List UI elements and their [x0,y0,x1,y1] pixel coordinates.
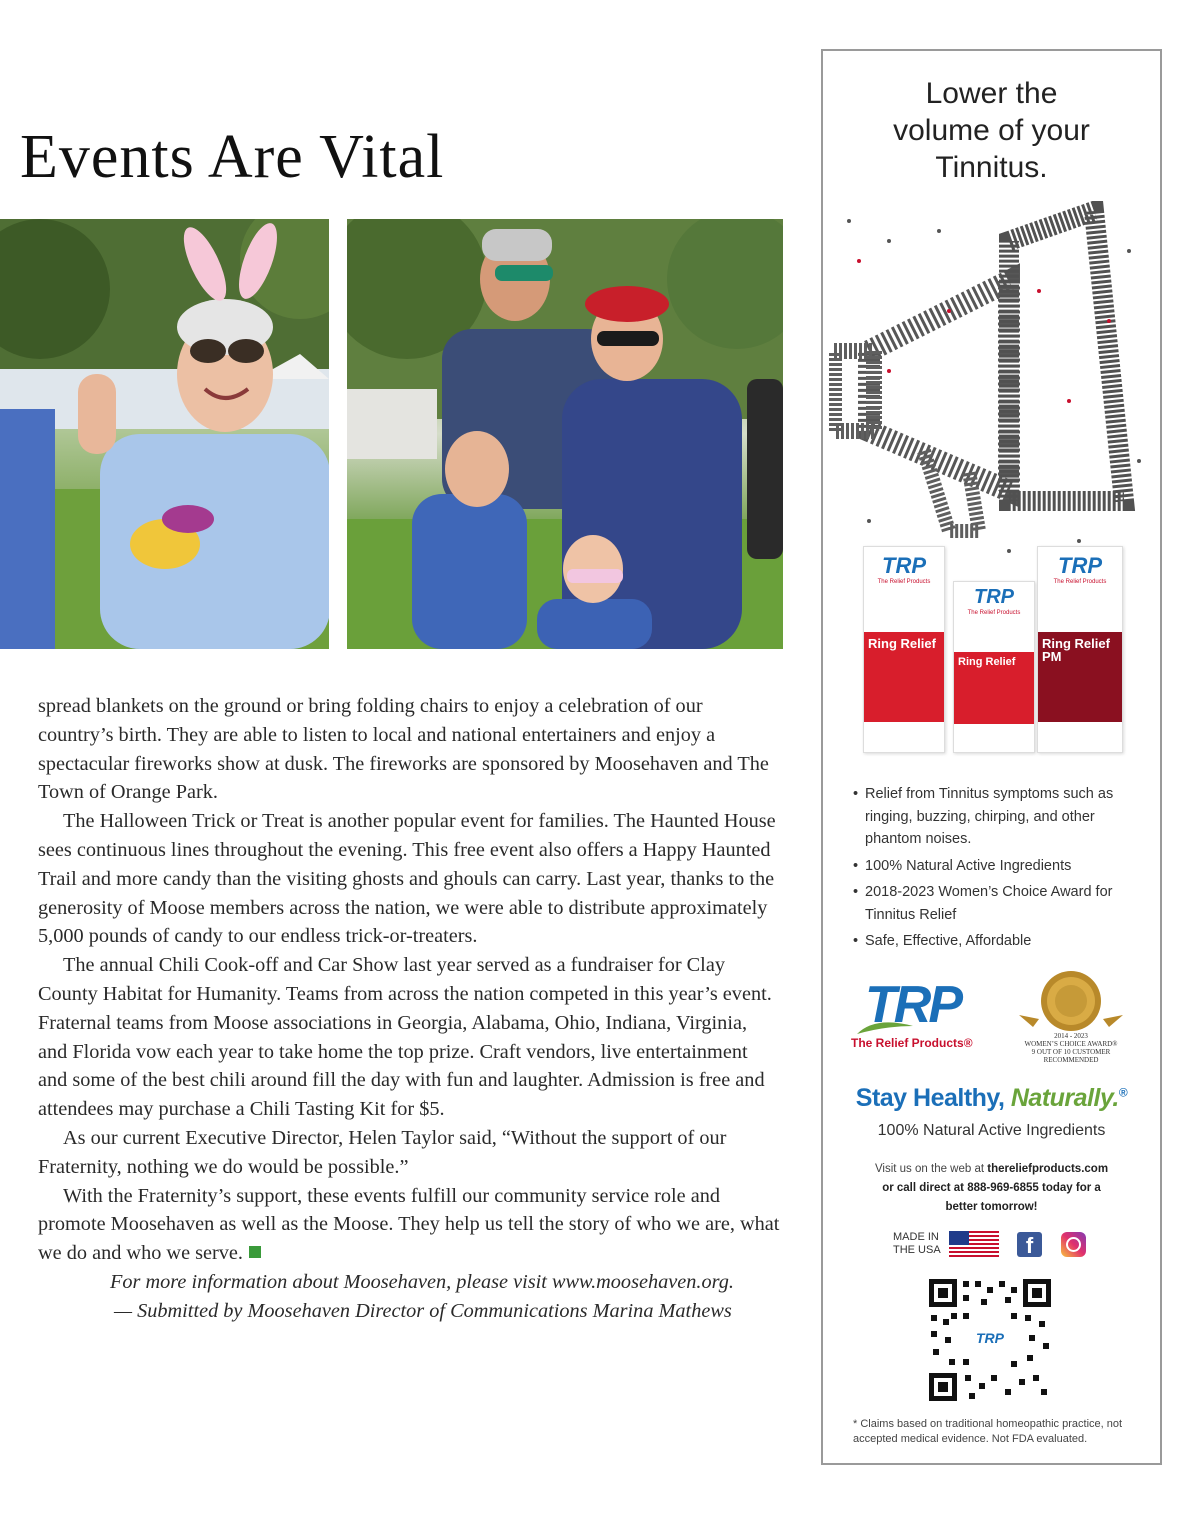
end-mark-icon [249,1246,261,1258]
contact-info [843,1160,1140,1217]
natural-ingredients-line: 100% Natural Active Ingredients [877,1122,1106,1139]
product-brand: TRP [974,586,1014,608]
award-name: WOMEN’S CHOICE AWARD® [1024,1040,1118,1048]
product-box-ring-relief-pm [1037,546,1123,753]
call-line: or call direct at 888-969-6855 today for a [882,1182,1101,1194]
product-boxes [859,541,1129,751]
ad-headline-line: Tinnitus. [935,151,1048,184]
product-box-ring-relief-drops [863,546,945,753]
trp-advertisement [821,49,1162,1465]
instagram-icon[interactable] [1061,1232,1086,1257]
product-name-suffix: PM [1042,649,1062,664]
article-paragraph: spread blankets on the ground or bring folding chairs to enjoy a celebration of our country’s birth. They are able to listen to local and national entertainers and enjoy a spectacular fireworks show at dusk. The fireworks are sponsored by Moosehaven and The Town of Orange Park. [38,695,769,804]
product-brand: TRP [1058,553,1102,578]
more-info-line: For more information about Moosehaven, please visit www.moosehaven.org. [110,1270,734,1293]
benefit-item: • Relief from Tinnitus symptoms such as ringing, buzzing, chirping, and other phantom noises. [853,783,1143,851]
made-in-line-2: THE USA [893,1244,941,1256]
product-maker: The Relief Products [877,579,931,585]
megaphone-crowd-illustration [829,201,1156,571]
article-paragraph: The Halloween Trick or Treat is another popular event for families. The Haunted House sees continuous lines throughout the evening. This free event also offers a Happy Haunted Trail and more candy than the visiting ghosts and ghouls can carry. Last year, thanks to the generosity of Moose members across the nation, we were able to distribute approximately 5,000 pounds of candy to our endless trick-or-treaters. [38,810,776,948]
award-note: 9 OUT OF 10 CUSTOMER RECOMMENDED [1031,1048,1111,1064]
award-text [1009,1032,1133,1064]
facebook-icon[interactable]: f [1017,1232,1042,1257]
ad-headline [823,75,1160,186]
submitted-by-line: — Submitted by Moosehaven Director of Communications Marina Mathews [114,1299,732,1322]
photo-illustration [0,219,329,649]
article-paragraph-text: With the Fraternity’s support, these events fulfill our community service role and promote Moosehaven as well as the Moose. They help us tell the story of who we are, what we do and who we serve. [38,1184,780,1265]
trp-logo [851,976,991,1056]
product-name-text: Ring Relief [1042,636,1110,651]
benefit-item: • Safe, Effective, Affordable [853,930,1143,953]
article-paragraph-final [38,1182,780,1268]
website-link[interactable]: thereliefproducts.com [987,1163,1109,1175]
ad-headline-line: Lower the [925,77,1058,110]
visit-prefix: Visit us on the web at [874,1163,985,1175]
photo-family-at-event [347,219,783,649]
article-title: Events Are Vital [20,123,445,191]
product-name: Ring Relief [868,636,936,651]
qr-code[interactable] [929,1279,1051,1401]
visit-line [843,1160,1140,1179]
trp-logo-tagline: The Relief Products® [851,1036,973,1050]
womens-choice-award-badge [1009,969,1133,1064]
stay-healthy-slogan [823,1084,1160,1113]
stay-healthy-text: Stay Healthy, [855,1084,1005,1112]
article-paragraph: The annual Chili Cook-off and Car Show last year served as a fundraiser for Clay County Habitat for Humanity. Teams from across the nation competed in this year’s event. Fraternal teams from Moose associations in Georgia, Alabama, Ohio, Indiana, Virginia, and Florida vow each year to take home the top prize. Craft vendors, live entertainment and some of the best chili around fill the day with fun and laughter. Admission is free and attendees may purchase a Chili Tasting Kit for $5. [38,954,772,1121]
call-line-2: better tomorrow! [945,1201,1038,1213]
award-years: 2014 - 2023 [1054,1032,1088,1040]
trp-logo-text: TRP [865,976,960,1034]
article-body [38,692,780,1326]
registered-mark: ® [1118,1085,1128,1100]
product-brand: TRP [882,553,926,578]
leaf-icon [855,1020,915,1036]
benefit-list [853,783,1143,957]
made-in-usa-label [893,1231,941,1257]
product-maker: The Relief Products [1053,579,1107,585]
ad-headline-line: volume of your [893,114,1090,147]
benefit-item: • 100% Natural Active Ingredients [853,855,1143,878]
article-paragraph: As our current Executive Director, Helen Taylor said, “Without the support of our Fraternity, nothing we do would be possible.” [38,1126,727,1178]
product-box-ring-relief-tablets [953,581,1035,753]
naturally-text: Naturally. [1010,1084,1119,1112]
photo-woman-bunny-ears [0,219,329,649]
product-maker: The Relief Products [967,610,1021,616]
product-name: Ring Relief [958,656,1016,668]
qr-center-logo: TRP [976,1330,1004,1346]
photo-illustration [347,219,783,649]
us-flag-icon [949,1231,999,1257]
disclaimer-text: * Claims based on traditional homeopathic practice, not accepted medical evidence. Not FDA evaluated. [853,1418,1123,1445]
product-name [1042,637,1122,663]
award-medal-icon [1009,969,1133,1033]
made-in-line-1: MADE IN [893,1231,939,1243]
benefit-item: • 2018-2023 Women’s Choice Award for Tinnitus Relief [853,881,1143,926]
